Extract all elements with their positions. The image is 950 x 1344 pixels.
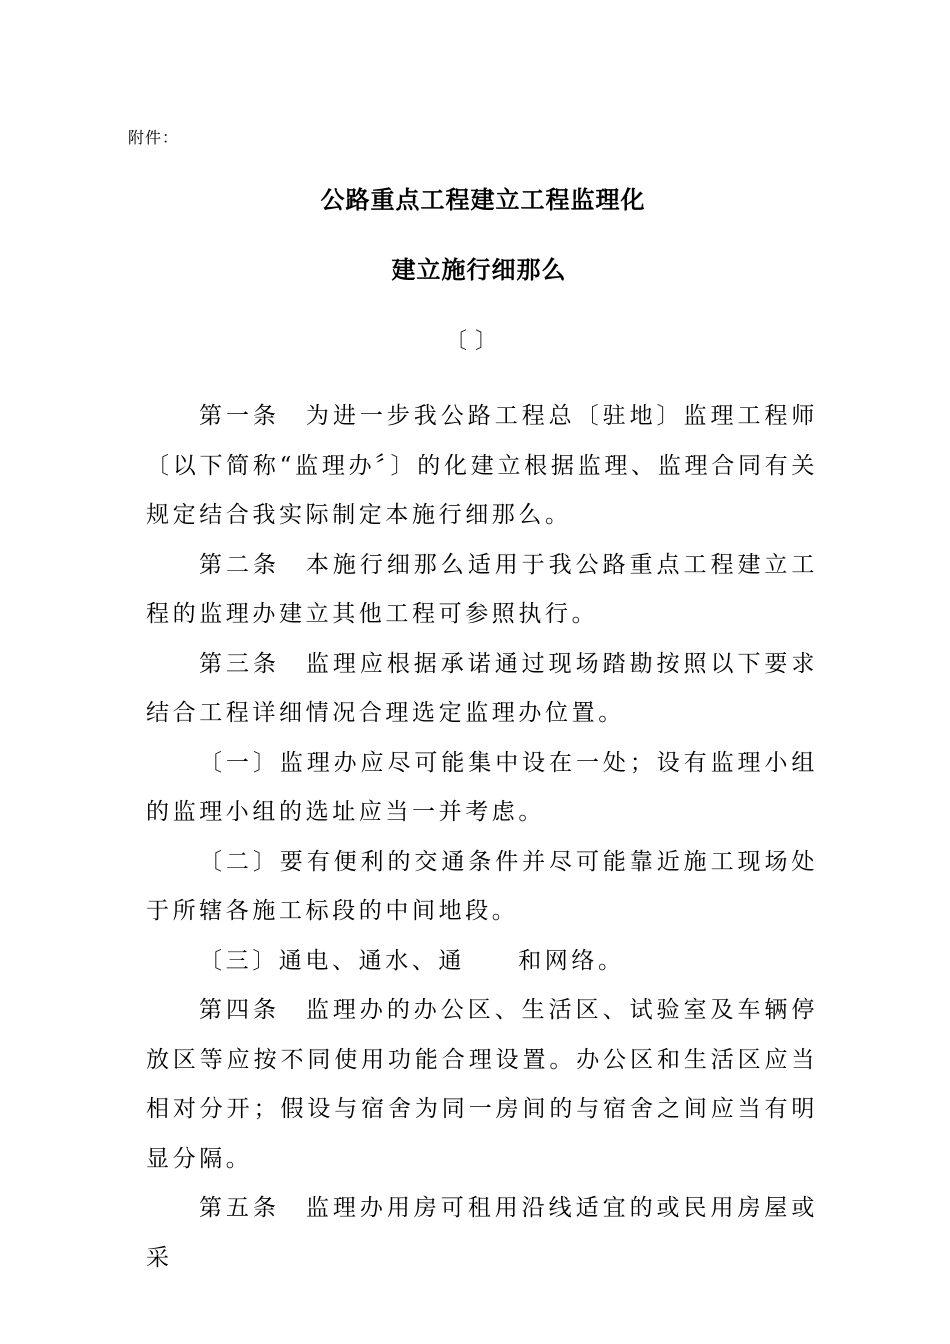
article-2 bbox=[146, 541, 818, 640]
document-subtitle: 〔〕 bbox=[444, 329, 505, 354]
clause-2-text: 〔二〕要有便利的交通条件并尽可能靠近施工现场处于所辖各施工标段的中间地段。 bbox=[146, 848, 818, 924]
article-3 bbox=[146, 640, 818, 739]
article-5-text: 监理办用房可租用沿线适宜的或民用房屋或采 bbox=[146, 1195, 818, 1271]
article-5-number: 第五条 bbox=[199, 1195, 280, 1221]
article-1 bbox=[146, 392, 818, 541]
article-4 bbox=[146, 986, 818, 1184]
article-4-text: 监理办的办公区、生活区、试验室及车辆停放区等应按不同使用功能合理设置。办公区和生活区应当相对分开；假设与宿舍为同一房间的与宿舍之间应当有明显分隔。 bbox=[146, 997, 818, 1172]
article-3-number: 第三条 bbox=[199, 650, 280, 677]
clause-2 bbox=[146, 838, 818, 937]
article-1-number: 第一条 bbox=[199, 403, 280, 429]
article-2-number: 第二条 bbox=[199, 551, 280, 578]
clause-3 bbox=[146, 937, 818, 987]
clause-1-text: 〔一〕监理办应尽可能集中设在一处；设有监理小组的监理小组的选址应当一并考虑。 bbox=[146, 749, 818, 825]
clause-3-text: 〔三〕通电、通水、通 和网络。 bbox=[199, 947, 625, 974]
document-title-line-1: 公路重点工程建立工程监理化 bbox=[320, 185, 646, 214]
document-title-line-2: 建立施行细那么 bbox=[391, 255, 567, 284]
clause-1 bbox=[146, 739, 818, 838]
document-body bbox=[146, 392, 818, 1283]
attachment-label: 附件： bbox=[128, 128, 180, 147]
article-2-text: 本施行细那么适用于我公路重点工程建立工程的监理办建立其他工程可参照执行。 bbox=[146, 551, 818, 627]
article-3-text: 监理应根据承诺通过现场踏勘按照以下要求结合工程详细情况合理选定监理办位置。 bbox=[146, 650, 818, 726]
article-4-number: 第四条 bbox=[199, 997, 280, 1023]
article-5 bbox=[146, 1184, 818, 1283]
article-1-text: 为进一步我公路工程总〔驻地〕监理工程师〔以下简称“监理办〞〕的化建立根据监理、监理合同有关规定结合我实际制定本施行细那么。 bbox=[146, 403, 818, 528]
